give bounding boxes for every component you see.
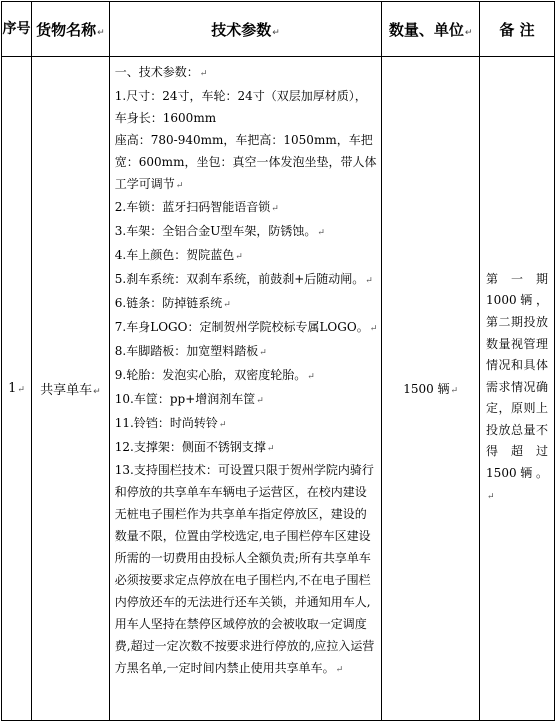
spec-line: 座高：780-940mm，车把高：1050mm，车把宽：600mm，坐包：真空一体发泡坐垫，带人体工学可调节↵ (114, 132, 377, 191)
spec-line: 12.支撑架：侧面不锈钢支撑↵ (114, 439, 275, 454)
spec-line: 1.尺寸：24寸，车轮：24寸（双层加厚材质），车身长：1600mm (114, 88, 367, 125)
spec-line: 7.车身LOGO：定制贺州学院校标专属LOGO。↵ (114, 319, 378, 334)
header-tech-specs: 技术参数↵ (109, 2, 381, 57)
spec-line: 11.铃铛：时尚转铃↵ (114, 415, 227, 430)
spec-line: 10.车筐：pp+增润剂车筐↵ (114, 391, 264, 406)
spec-line: 6.链条：防掉链系统↵ (114, 296, 231, 311)
spec-line: 2.车锁：蓝牙扫码智能语音锁↵ (114, 200, 279, 215)
spec-line: 3.车架：全铝合金U型车架，防锈蚀。↵ (114, 224, 325, 239)
table-header-row (2, 2, 555, 57)
procurement-table (1, 1, 555, 721)
table-row (2, 57, 555, 721)
row-quantity: 1500 辆↵ (382, 57, 480, 721)
header-remark: 备 注 (480, 2, 555, 57)
spec-line: 4.车上颜色：贺院蓝色↵ (114, 248, 243, 263)
row-tech-specs (109, 57, 381, 721)
header-index: 序号 (2, 2, 32, 57)
spec-line: 5.刹车系统：双刹车系统，前鼓刹+后随动闸。↵ (114, 272, 373, 287)
row-remark: 第一期1000辆，第二期投放数量视管理情况和具体需求情况确定，原则上投放总量不得超过1500辆。↵ (480, 57, 555, 721)
header-quantity-unit: 数量、单位↵ (382, 2, 480, 57)
spec-line: 8.车脚踏板：加宽塑料踏板↵ (114, 343, 267, 358)
header-goods-name: 货物名称↵ (31, 2, 109, 57)
row-goods-name: 共享单车↵ (31, 57, 109, 721)
spec-line: 一、技术参数：↵ (114, 65, 208, 79)
spec-line: 13.支持围栏技术：可设置只限于贺州学院内骑行和停放的共享单车车辆电子运营区，在校内建设无桩电子围栏作为共享单车指定停放区，建设的数量不限，位置由学校选定,电子围栏停车区建设所需的一切费用由投标人全额负责;所有共享单车必须按要求定点停放在电子围栏内,不在电子围栏内停放还车的无法进行还车关锁，并通知用车人,用车人坚持在禁停区域停放的会被收取一定调度费,超过一定次数不按要求进行停放的,应拉入运营方黑名单,一定时间内禁止使用共享单车。↵ (114, 463, 375, 675)
row-index: 1↵ (2, 57, 32, 721)
spec-line: 9.轮胎：发泡实心胎，双密度轮胎。↵ (114, 367, 315, 382)
